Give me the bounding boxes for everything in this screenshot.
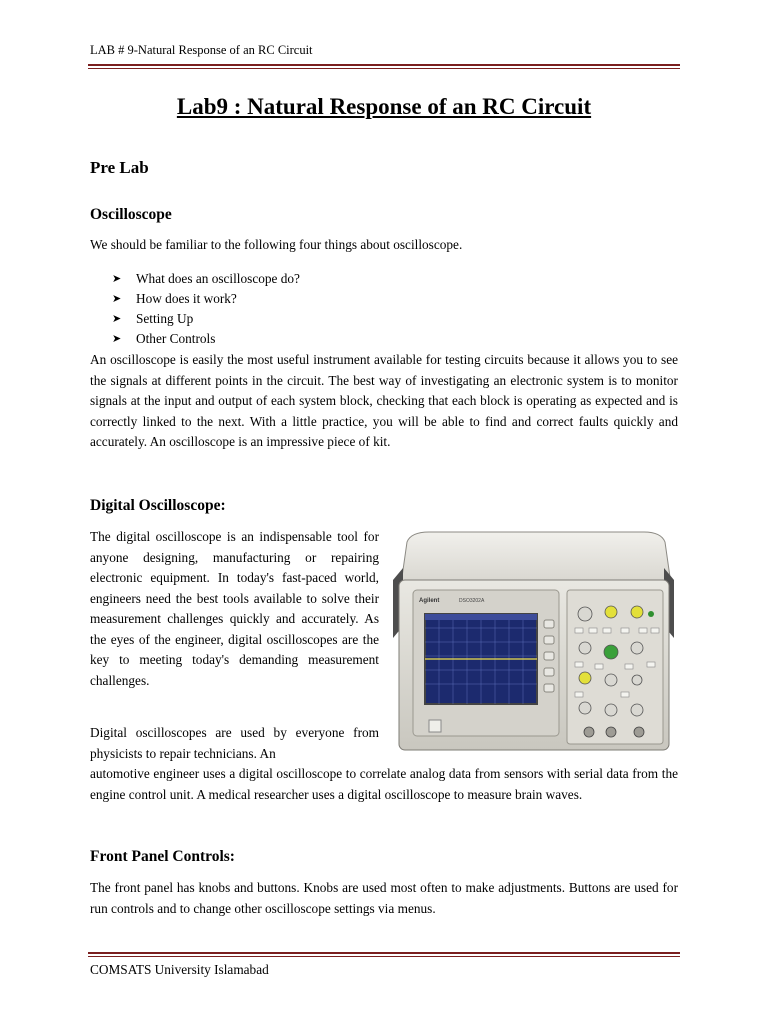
arrow-bullet-icon: ➤ — [112, 273, 122, 285]
oscilloscope-photo — [389, 528, 678, 759]
heading-oscilloscope: Oscilloscope — [90, 206, 172, 223]
running-header: LAB # 9-Natural Response of an RC Circuit — [90, 43, 313, 57]
model-label: DSO3202A — [459, 598, 485, 604]
oscilloscope-bullet-list — [112, 269, 300, 349]
digital-paragraph-2-start: Digital oscilloscopes are used by everyone from physicists to repair technicians. An — [90, 725, 379, 761]
list-item: ➤ What does an oscilloscope do? — [112, 269, 300, 289]
oscilloscope-intro: We should be familiar to the following four things about oscilloscope. — [90, 237, 463, 252]
header-rule — [88, 64, 680, 66]
oscilloscope-body: An oscilloscope is easily the most useful instrument available for testing circuits because it allows you to see the signals at different points in the circuit. The best way of investigating an electronic system is to monitor signals at the input and output of each system block, checking that each block is operating as expected and is correctly linked to the next. With a little practice, you will be able to find and correct faults quickly and accurately. An oscilloscope is an impressive piece of kit. — [90, 352, 678, 449]
header-rule-thin — [88, 68, 680, 69]
brand-label: Agilent — [419, 598, 440, 604]
footer-rule — [88, 952, 680, 954]
list-item: ➤ How does it work? — [112, 289, 300, 309]
list-item: ➤ Setting Up — [112, 309, 300, 329]
page-title: Lab9 : Natural Response of an RC Circuit — [176, 94, 592, 119]
arrow-bullet-icon: ➤ — [112, 333, 122, 345]
arrow-bullet-icon: ➤ — [112, 293, 122, 305]
front-panel-body: The front panel has knobs and buttons. Knobs are used most often to make adjustments. Buttons are used for run controls and to change other oscilloscope settings via menus. — [90, 880, 678, 916]
arrow-bullet-icon: ➤ — [112, 313, 122, 325]
digital-paragraph-2-rest: automotive engineer uses a digital oscilloscope to correlate analog data from sensors with serial data from the engine control unit. A medical researcher uses a digital oscilloscope to measure brain waves. — [90, 766, 678, 802]
heading-digital-oscilloscope: Digital Oscilloscope: — [90, 497, 226, 514]
digital-paragraph-1: The digital oscilloscope is an indispensable tool for anyone designing, manufacturing or repairing electronic equipment. In today's fast-paced world, engineers need the best tools available to solve their measurement challenges quickly and accurately. As the eyes of the engineer, digital oscilloscopes are the key to meeting today's demanding measurement challenges. — [90, 529, 379, 688]
footer-institution: COMSATS University Islamabad — [90, 962, 269, 977]
section-heading-prelab: Pre Lab — [90, 158, 149, 177]
footer-rule-thin — [88, 956, 680, 957]
heading-front-panel-controls: Front Panel Controls: — [90, 848, 235, 865]
list-item: ➤ Other Controls — [112, 329, 300, 349]
